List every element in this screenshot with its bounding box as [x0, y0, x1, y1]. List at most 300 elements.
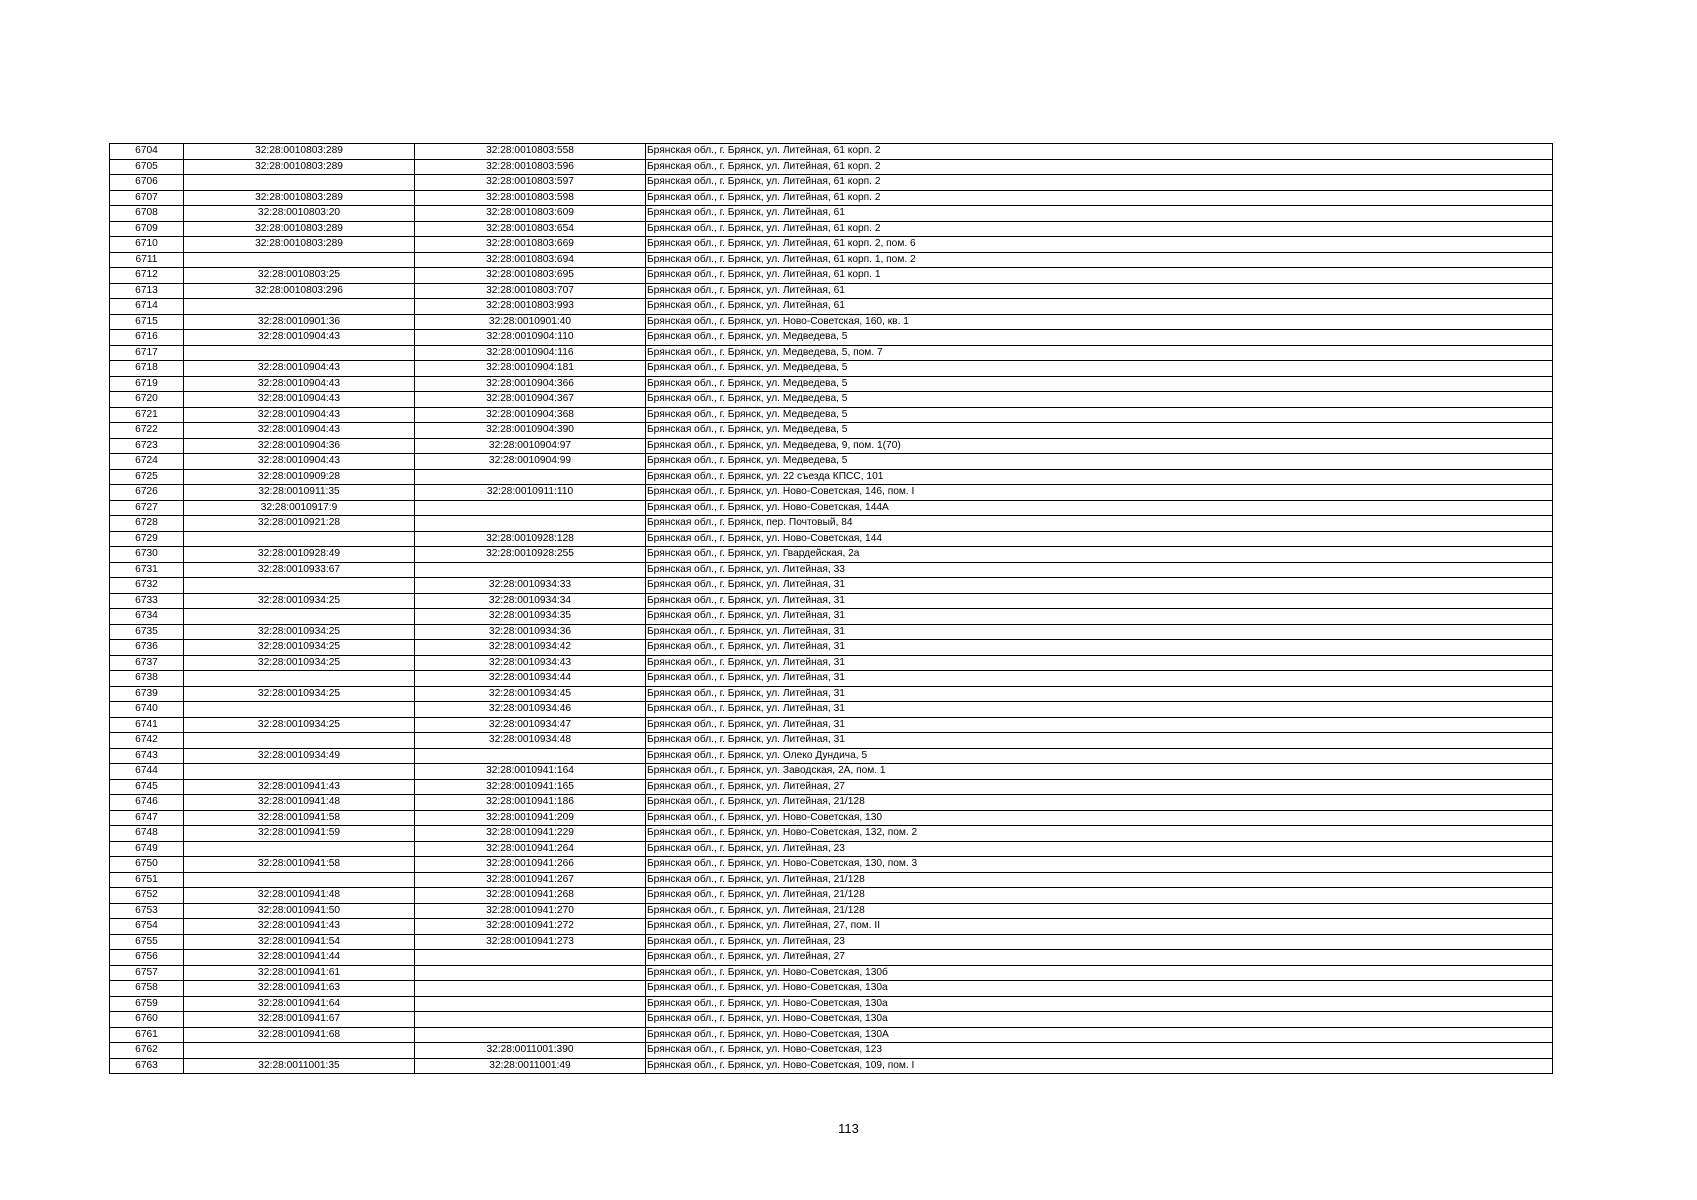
address-cell: Брянская обл., г. Брянск, ул. Ново-Советская, 144	[646, 531, 1553, 547]
row-number-cell: 6759	[110, 996, 184, 1012]
object-number-cell	[415, 1012, 646, 1028]
address-cell: Брянская обл., г. Брянск, ул. Медведева, 9, пом. 1(70)	[646, 438, 1553, 454]
parcel-number-cell	[184, 345, 415, 361]
object-number-cell: 32:28:0010941:264	[415, 841, 646, 857]
object-number-cell	[415, 965, 646, 981]
row-number-cell: 6721	[110, 407, 184, 423]
address-cell: Брянская обл., г. Брянск, ул. Литейная, 21/128	[646, 795, 1553, 811]
object-number-cell	[415, 981, 646, 997]
table-row	[110, 206, 1553, 222]
object-number-cell	[415, 996, 646, 1012]
row-number-cell: 6748	[110, 826, 184, 842]
table-row	[110, 810, 1553, 826]
address-cell: Брянская обл., г. Брянск, ул. Медведева, 5	[646, 454, 1553, 470]
row-number-cell: 6742	[110, 733, 184, 749]
row-number-cell: 6738	[110, 671, 184, 687]
address-cell: Брянская обл., г. Брянск, ул. Литейная, 23	[646, 934, 1553, 950]
address-cell: Брянская обл., г. Брянск, ул. Литейная, 21/128	[646, 903, 1553, 919]
row-number-cell: 6761	[110, 1027, 184, 1043]
object-number-cell: 32:28:0010934:45	[415, 686, 646, 702]
address-cell: Брянская обл., г. Брянск, ул. Литейная, 21/128	[646, 888, 1553, 904]
row-number-cell: 6728	[110, 516, 184, 532]
row-number-cell: 6737	[110, 655, 184, 671]
row-number-cell: 6727	[110, 500, 184, 516]
address-cell: Брянская обл., г. Брянск, ул. Олеко Дундича, 5	[646, 748, 1553, 764]
table-row	[110, 609, 1553, 625]
object-number-cell: 32:28:0010934:47	[415, 717, 646, 733]
row-number-cell: 6705	[110, 159, 184, 175]
address-cell: Брянская обл., г. Брянск, ул. Ново-Советская, 130а	[646, 1012, 1553, 1028]
parcel-number-cell	[184, 578, 415, 594]
object-number-cell: 32:28:0010934:33	[415, 578, 646, 594]
row-number-cell: 6731	[110, 562, 184, 578]
object-number-cell: 32:28:0010934:44	[415, 671, 646, 687]
table-row	[110, 516, 1553, 532]
parcel-number-cell: 32:28:0010928:49	[184, 547, 415, 563]
address-cell: Брянская обл., г. Брянск, ул. Медведева, 5	[646, 407, 1553, 423]
parcel-number-cell: 32:28:0010934:25	[184, 640, 415, 656]
row-number-cell: 6753	[110, 903, 184, 919]
table-row	[110, 686, 1553, 702]
parcel-number-cell: 32:28:0010941:44	[184, 950, 415, 966]
parcel-number-cell: 32:28:0010904:43	[184, 330, 415, 346]
object-number-cell: 32:28:0010941:270	[415, 903, 646, 919]
parcel-number-cell: 32:28:0010941:48	[184, 888, 415, 904]
parcel-number-cell: 32:28:0010803:289	[184, 237, 415, 253]
address-cell: Брянская обл., г. Брянск, ул. Ново-Советская, 132, пом. 2	[646, 826, 1553, 842]
object-number-cell	[415, 950, 646, 966]
table-row	[110, 268, 1553, 284]
table-row	[110, 872, 1553, 888]
row-number-cell: 6714	[110, 299, 184, 315]
address-cell: Брянская обл., г. Брянск, ул. Литейная, 31	[646, 624, 1553, 640]
row-number-cell: 6713	[110, 283, 184, 299]
object-number-cell: 32:28:0010934:34	[415, 593, 646, 609]
row-number-cell: 6754	[110, 919, 184, 935]
table-row	[110, 485, 1553, 501]
address-cell: Брянская обл., г. Брянск, ул. Ново-Советская, 130б	[646, 965, 1553, 981]
address-cell: Брянская обл., г. Брянск, ул. 22 съезда КПСС, 101	[646, 469, 1553, 485]
object-number-cell: 32:28:0010904:116	[415, 345, 646, 361]
address-cell: Брянская обл., г. Брянск, ул. Ново-Советская, 109, пом. I	[646, 1058, 1553, 1074]
row-number-cell: 6707	[110, 190, 184, 206]
row-number-cell: 6741	[110, 717, 184, 733]
table-row	[110, 919, 1553, 935]
table-row	[110, 764, 1553, 780]
table-row	[110, 283, 1553, 299]
object-number-cell: 32:28:0011001:49	[415, 1058, 646, 1074]
table-row	[110, 376, 1553, 392]
address-cell: Брянская обл., г. Брянск, ул. Медведева, 5, пом. 7	[646, 345, 1553, 361]
parcel-number-cell: 32:28:0010933:67	[184, 562, 415, 578]
row-number-cell: 6757	[110, 965, 184, 981]
address-cell: Брянская обл., г. Брянск, ул. Ново-Советская, 146, пом. I	[646, 485, 1553, 501]
object-number-cell: 32:28:0010803:609	[415, 206, 646, 222]
address-cell: Брянская обл., г. Брянск, ул. Литейная, 27	[646, 779, 1553, 795]
object-number-cell: 32:28:0010941:164	[415, 764, 646, 780]
parcel-number-cell: 32:28:0010934:25	[184, 717, 415, 733]
parcel-number-cell: 32:28:0011001:35	[184, 1058, 415, 1074]
object-number-cell	[415, 516, 646, 532]
parcel-number-cell: 32:28:0010934:25	[184, 624, 415, 640]
address-cell: Брянская обл., г. Брянск, ул. Литейная, 61 корп. 1, пом. 2	[646, 252, 1553, 268]
table-row	[110, 252, 1553, 268]
object-number-cell	[415, 1027, 646, 1043]
object-number-cell: 32:28:0010934:43	[415, 655, 646, 671]
address-cell: Брянская обл., г. Брянск, ул. Ново-Советская, 144А	[646, 500, 1553, 516]
address-cell: Брянская обл., г. Брянск, ул. Литейная, 31	[646, 702, 1553, 718]
parcel-number-cell	[184, 299, 415, 315]
address-cell: Брянская обл., г. Брянск, ул. Медведева, 5	[646, 392, 1553, 408]
object-number-cell	[415, 562, 646, 578]
row-number-cell: 6720	[110, 392, 184, 408]
row-number-cell: 6746	[110, 795, 184, 811]
address-cell: Брянская обл., г. Брянск, ул. Литейная, 61	[646, 299, 1553, 315]
row-number-cell: 6724	[110, 454, 184, 470]
row-number-cell: 6704	[110, 144, 184, 160]
table-row	[110, 438, 1553, 454]
row-number-cell: 6760	[110, 1012, 184, 1028]
parcel-number-cell: 32:28:0010941:64	[184, 996, 415, 1012]
table-row	[110, 702, 1553, 718]
table-row	[110, 1012, 1553, 1028]
table-row	[110, 345, 1553, 361]
object-number-cell: 32:28:0010941:165	[415, 779, 646, 795]
parcel-number-cell: 32:28:0010917:9	[184, 500, 415, 516]
address-cell: Брянская обл., г. Брянск, ул. Медведева, 5	[646, 361, 1553, 377]
address-cell: Брянская обл., г. Брянск, ул. Медведева, 5	[646, 423, 1553, 439]
address-cell: Брянская обл., г. Брянск, ул. Ново-Советская, 160, кв. 1	[646, 314, 1553, 330]
table-row	[110, 1043, 1553, 1059]
row-number-cell: 6739	[110, 686, 184, 702]
object-number-cell: 32:28:0010941:268	[415, 888, 646, 904]
object-number-cell: 32:28:0010904:97	[415, 438, 646, 454]
address-cell: Брянская обл., г. Брянск, ул. Ново-Советская, 130а	[646, 981, 1553, 997]
object-number-cell: 32:28:0010934:48	[415, 733, 646, 749]
row-number-cell: 6744	[110, 764, 184, 780]
table-row	[110, 159, 1553, 175]
object-number-cell: 32:28:0010934:46	[415, 702, 646, 718]
table-row	[110, 965, 1553, 981]
row-number-cell: 6735	[110, 624, 184, 640]
table-row	[110, 624, 1553, 640]
table-row	[110, 748, 1553, 764]
table-row	[110, 841, 1553, 857]
address-cell: Брянская обл., г. Брянск, ул. Литейная, 61 корп. 2	[646, 190, 1553, 206]
parcel-number-cell	[184, 702, 415, 718]
address-cell: Брянская обл., г. Брянск, ул. Литейная, 31	[646, 640, 1553, 656]
address-cell: Брянская обл., г. Брянск, ул. Ново-Советская, 130	[646, 810, 1553, 826]
parcel-number-cell: 32:28:0010803:296	[184, 283, 415, 299]
parcel-number-cell: 32:28:0010904:43	[184, 423, 415, 439]
object-number-cell: 32:28:0010901:40	[415, 314, 646, 330]
object-number-cell: 32:28:0010934:42	[415, 640, 646, 656]
object-number-cell: 32:28:0010941:272	[415, 919, 646, 935]
address-cell: Брянская обл., г. Брянск, ул. Гвардейская, 2а	[646, 547, 1553, 563]
object-number-cell: 32:28:0010911:110	[415, 485, 646, 501]
table-row	[110, 950, 1553, 966]
table-row	[110, 655, 1553, 671]
address-cell: Брянская обл., г. Брянск, ул. Литейная, 61 корп. 2	[646, 159, 1553, 175]
table-row	[110, 299, 1553, 315]
object-number-cell: 32:28:0010803:558	[415, 144, 646, 160]
row-number-cell: 6758	[110, 981, 184, 997]
table-row	[110, 175, 1553, 191]
row-number-cell: 6740	[110, 702, 184, 718]
table-row	[110, 237, 1553, 253]
parcel-number-cell: 32:28:0010941:58	[184, 857, 415, 873]
parcel-number-cell: 32:28:0010941:59	[184, 826, 415, 842]
row-number-cell: 6755	[110, 934, 184, 950]
address-cell: Брянская обл., г. Брянск, ул. Литейная, 61 корп. 1	[646, 268, 1553, 284]
table-row	[110, 361, 1553, 377]
object-number-cell: 32:28:0010803:596	[415, 159, 646, 175]
address-cell: Брянская обл., г. Брянск, ул. Литейная, 27, пом. II	[646, 919, 1553, 935]
table-row	[110, 733, 1553, 749]
parcel-number-cell: 32:28:0010901:36	[184, 314, 415, 330]
parcel-number-cell: 32:28:0010904:36	[184, 438, 415, 454]
object-number-cell: 32:28:0010904:181	[415, 361, 646, 377]
table-row	[110, 314, 1553, 330]
address-cell: Брянская обл., г. Брянск, ул. Литейная, 61 корп. 2	[646, 175, 1553, 191]
parcel-number-cell: 32:28:0010941:63	[184, 981, 415, 997]
row-number-cell: 6712	[110, 268, 184, 284]
row-number-cell: 6762	[110, 1043, 184, 1059]
parcel-number-cell: 32:28:0010904:43	[184, 392, 415, 408]
row-number-cell: 6743	[110, 748, 184, 764]
table-row	[110, 500, 1553, 516]
object-number-cell: 32:28:0010941:186	[415, 795, 646, 811]
parcel-number-cell	[184, 733, 415, 749]
parcel-number-cell	[184, 531, 415, 547]
parcel-number-cell	[184, 872, 415, 888]
address-cell: Брянская обл., г. Брянск, ул. Ново-Советская, 130, пом. 3	[646, 857, 1553, 873]
parcel-number-cell	[184, 175, 415, 191]
table-row	[110, 996, 1553, 1012]
table-row	[110, 578, 1553, 594]
parcel-number-cell: 32:28:0010934:25	[184, 593, 415, 609]
parcel-number-cell: 32:28:0010803:289	[184, 221, 415, 237]
address-cell: Брянская обл., г. Брянск, ул. Литейная, 31	[646, 671, 1553, 687]
row-number-cell: 6717	[110, 345, 184, 361]
object-number-cell: 32:28:0010904:368	[415, 407, 646, 423]
row-number-cell: 6719	[110, 376, 184, 392]
object-number-cell	[415, 748, 646, 764]
row-number-cell: 6715	[110, 314, 184, 330]
table-row	[110, 221, 1553, 237]
parcel-number-cell: 32:28:0010941:67	[184, 1012, 415, 1028]
address-cell: Брянская обл., г. Брянск, ул. Литейная, 23	[646, 841, 1553, 857]
row-number-cell: 6723	[110, 438, 184, 454]
row-number-cell: 6763	[110, 1058, 184, 1074]
table-row	[110, 857, 1553, 873]
table-row	[110, 562, 1553, 578]
table-row	[110, 779, 1553, 795]
table-row	[110, 392, 1553, 408]
table-row	[110, 826, 1553, 842]
object-number-cell: 32:28:0010803:993	[415, 299, 646, 315]
table-row	[110, 1027, 1553, 1043]
row-number-cell: 6734	[110, 609, 184, 625]
parcel-number-cell: 32:28:0010909:28	[184, 469, 415, 485]
table-row	[110, 717, 1553, 733]
row-number-cell: 6745	[110, 779, 184, 795]
parcel-number-cell	[184, 671, 415, 687]
parcel-number-cell: 32:28:0010904:43	[184, 454, 415, 470]
table-row	[110, 531, 1553, 547]
object-number-cell: 32:28:0010803:695	[415, 268, 646, 284]
table-row	[110, 888, 1553, 904]
parcel-number-cell	[184, 841, 415, 857]
row-number-cell: 6709	[110, 221, 184, 237]
parcel-number-cell: 32:28:0010904:43	[184, 376, 415, 392]
table-row	[110, 190, 1553, 206]
row-number-cell: 6736	[110, 640, 184, 656]
row-number-cell: 6708	[110, 206, 184, 222]
row-number-cell: 6749	[110, 841, 184, 857]
object-number-cell: 32:28:0010904:110	[415, 330, 646, 346]
page-number: 113	[838, 1121, 859, 1136]
table-row	[110, 640, 1553, 656]
address-cell: Брянская обл., г. Брянск, ул. Литейная, 33	[646, 562, 1553, 578]
parcel-number-cell	[184, 252, 415, 268]
row-number-cell: 6750	[110, 857, 184, 873]
address-cell: Брянская обл., г. Брянск, ул. Ново-Советская, 123	[646, 1043, 1553, 1059]
address-cell: Брянская обл., г. Брянск, ул. Литейная, 61 корп. 2	[646, 144, 1553, 160]
object-number-cell: 32:28:0010941:266	[415, 857, 646, 873]
table-body	[110, 144, 1553, 1074]
address-cell: Брянская обл., г. Брянск, ул. Литейная, 31	[646, 609, 1553, 625]
row-number-cell: 6722	[110, 423, 184, 439]
object-number-cell: 32:28:0010904:366	[415, 376, 646, 392]
table-row	[110, 671, 1553, 687]
parcel-number-cell: 32:28:0010941:48	[184, 795, 415, 811]
address-cell: Брянская обл., г. Брянск, ул. Литейная, 31	[646, 686, 1553, 702]
parcel-number-cell: 32:28:0010803:289	[184, 159, 415, 175]
parcel-number-cell: 32:28:0010941:68	[184, 1027, 415, 1043]
parcel-number-cell: 32:28:0010921:28	[184, 516, 415, 532]
parcel-number-cell: 32:28:0010941:50	[184, 903, 415, 919]
row-number-cell: 6730	[110, 547, 184, 563]
parcel-number-cell: 32:28:0010904:43	[184, 361, 415, 377]
object-number-cell: 32:28:0010941:273	[415, 934, 646, 950]
table-row	[110, 1058, 1553, 1074]
row-number-cell: 6732	[110, 578, 184, 594]
object-number-cell	[415, 500, 646, 516]
table-row	[110, 423, 1553, 439]
object-number-cell: 32:28:0010803:598	[415, 190, 646, 206]
object-number-cell: 32:28:0010928:128	[415, 531, 646, 547]
table-row	[110, 469, 1553, 485]
parcel-number-cell: 32:28:0010904:43	[184, 407, 415, 423]
object-number-cell: 32:28:0010904:390	[415, 423, 646, 439]
parcel-number-cell	[184, 609, 415, 625]
address-cell: Брянская обл., г. Брянск, ул. Литейная, 31	[646, 578, 1553, 594]
parcel-number-cell: 32:28:0010941:58	[184, 810, 415, 826]
table-row	[110, 547, 1553, 563]
address-cell: Брянская обл., г. Брянск, ул. Литейная, 61 корп. 2	[646, 221, 1553, 237]
object-number-cell: 32:28:0010941:229	[415, 826, 646, 842]
parcel-number-cell: 32:28:0010941:43	[184, 919, 415, 935]
address-cell: Брянская обл., г. Брянск, ул. Литейная, 27	[646, 950, 1553, 966]
object-number-cell: 32:28:0010803:694	[415, 252, 646, 268]
parcel-number-cell: 32:28:0010934:49	[184, 748, 415, 764]
object-number-cell	[415, 469, 646, 485]
address-cell: Брянская обл., г. Брянск, ул. Литейная, 61	[646, 206, 1553, 222]
address-cell: Брянская обл., г. Брянск, пер. Почтовый, 84	[646, 516, 1553, 532]
object-number-cell: 32:28:0010904:367	[415, 392, 646, 408]
row-number-cell: 6726	[110, 485, 184, 501]
table-row	[110, 934, 1553, 950]
row-number-cell: 6716	[110, 330, 184, 346]
row-number-cell: 6752	[110, 888, 184, 904]
parcel-number-cell: 32:28:0010911:35	[184, 485, 415, 501]
object-number-cell: 32:28:0010934:36	[415, 624, 646, 640]
address-cell: Брянская обл., г. Брянск, ул. Литейная, 21/128	[646, 872, 1553, 888]
parcel-number-cell: 32:28:0010934:25	[184, 686, 415, 702]
object-number-cell: 32:28:0010928:255	[415, 547, 646, 563]
object-number-cell: 32:28:0010941:267	[415, 872, 646, 888]
row-number-cell: 6756	[110, 950, 184, 966]
parcel-number-cell: 32:28:0010934:25	[184, 655, 415, 671]
row-number-cell: 6710	[110, 237, 184, 253]
address-cell: Брянская обл., г. Брянск, ул. Литейная, 61	[646, 283, 1553, 299]
parcel-number-cell: 32:28:0010803:289	[184, 144, 415, 160]
row-number-cell: 6747	[110, 810, 184, 826]
table-row	[110, 330, 1553, 346]
address-cell: Брянская обл., г. Брянск, ул. Литейная, 31	[646, 593, 1553, 609]
row-number-cell: 6729	[110, 531, 184, 547]
address-cell: Брянская обл., г. Брянск, ул. Медведева, 5	[646, 376, 1553, 392]
row-number-cell: 6725	[110, 469, 184, 485]
address-cell: Брянская обл., г. Брянск, ул. Литейная, 31	[646, 733, 1553, 749]
table-row	[110, 903, 1553, 919]
object-number-cell: 32:28:0010934:35	[415, 609, 646, 625]
parcel-number-cell: 32:28:0010803:25	[184, 268, 415, 284]
table-row	[110, 593, 1553, 609]
table-row	[110, 981, 1553, 997]
parcel-number-cell	[184, 1043, 415, 1059]
parcel-number-cell: 32:28:0010941:61	[184, 965, 415, 981]
row-number-cell: 6711	[110, 252, 184, 268]
parcel-number-cell: 32:28:0010941:54	[184, 934, 415, 950]
object-number-cell: 32:28:0010803:669	[415, 237, 646, 253]
parcel-number-cell	[184, 764, 415, 780]
parcel-number-cell: 32:28:0010941:43	[184, 779, 415, 795]
object-number-cell: 32:28:0010803:654	[415, 221, 646, 237]
object-number-cell: 32:28:0011001:390	[415, 1043, 646, 1059]
table-row	[110, 407, 1553, 423]
row-number-cell: 6706	[110, 175, 184, 191]
table-row	[110, 144, 1553, 160]
row-number-cell: 6751	[110, 872, 184, 888]
address-cell: Брянская обл., г. Брянск, ул. Медведева, 5	[646, 330, 1553, 346]
address-cell: Брянская обл., г. Брянск, ул. Литейная, 61 корп. 2, пом. 6	[646, 237, 1553, 253]
parcel-number-cell: 32:28:0010803:20	[184, 206, 415, 222]
parcel-number-cell: 32:28:0010803:289	[184, 190, 415, 206]
address-cell: Брянская обл., г. Брянск, ул. Ново-Советская, 130а	[646, 996, 1553, 1012]
address-cell: Брянская обл., г. Брянск, ул. Литейная, 31	[646, 717, 1553, 733]
registry-table	[109, 143, 1553, 1074]
object-number-cell: 32:28:0010904:99	[415, 454, 646, 470]
address-cell: Брянская обл., г. Брянск, ул. Ново-Советская, 130А	[646, 1027, 1553, 1043]
object-number-cell: 32:28:0010941:209	[415, 810, 646, 826]
row-number-cell: 6718	[110, 361, 184, 377]
table-row	[110, 795, 1553, 811]
row-number-cell: 6733	[110, 593, 184, 609]
object-number-cell: 32:28:0010803:597	[415, 175, 646, 191]
address-cell: Брянская обл., г. Брянск, ул. Литейная, 31	[646, 655, 1553, 671]
